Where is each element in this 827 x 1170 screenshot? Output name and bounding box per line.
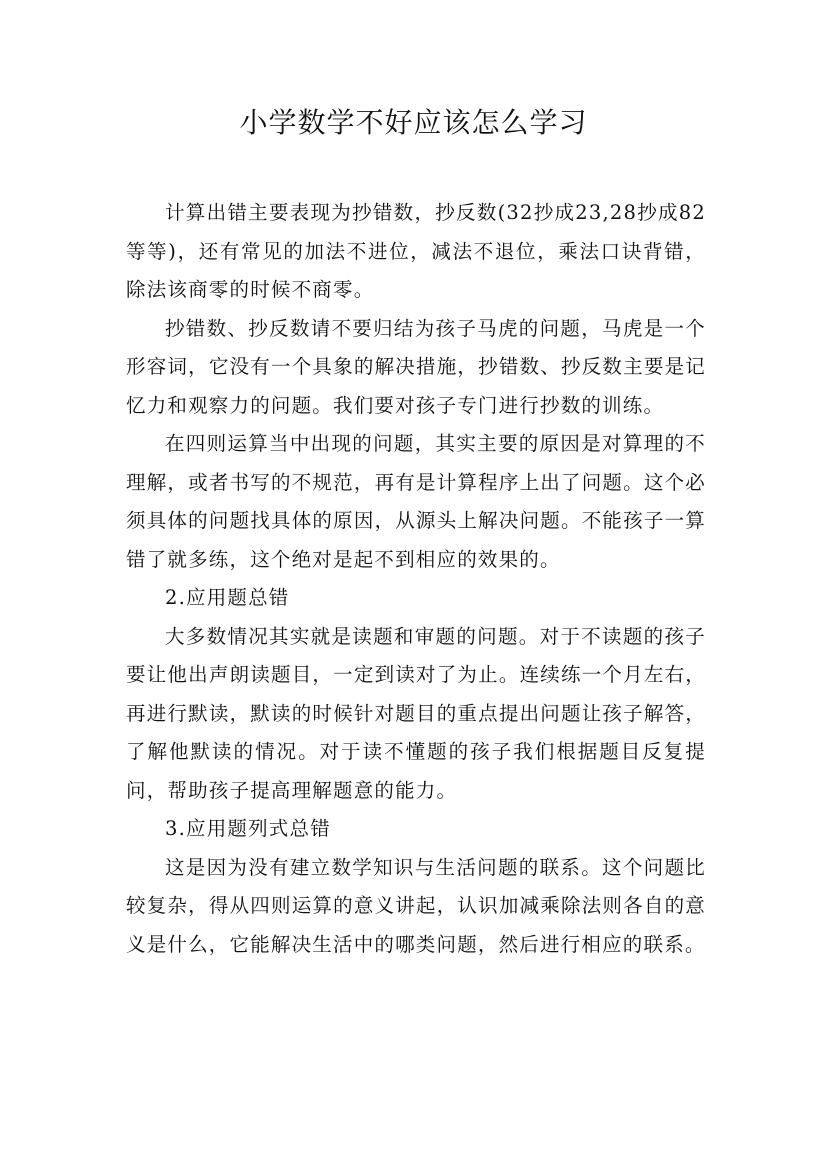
paragraph-four-operations: 在四则运算当中出现的问题，其实主要的原因是对算理的不理解，或者书写的不规范，再有是计算程序上出了问题。这个必须具体的问题找具体的原因，从源头上解决问题。不能孩子一算错了就多练，这个绝对是起不到相应的效果的。: [126, 432, 706, 571]
document-title: 小学数学不好应该怎么学习: [239, 106, 588, 139]
paragraph-reading-problems: 大多数情况其实就是读题和审题的问题。对于不读题的孩子要让他出声朗读题目，一定到读对了为止。连续练一个月左右，再进行默读，默读的时候针对题目的重点提出问题让孩子解答，了解他默读的情况。对于读不懂题的孩子我们根据题目反复提问，帮助孩子提高理解题意的能力。: [126, 624, 706, 802]
paragraph-life-connection: 这是因为没有建立数学知识与生活问题的联系。这个问题比较复杂，得从四则运算的意义讲起，认识加减乘除法则各自的意义是什么，它能解决生活中的哪类问题，然后进行相应的联系。: [126, 855, 706, 956]
paragraph-copy-errors: 抄错数、抄反数请不要归结为孩子马虎的问题，马虎是一个形容词，它没有一个具象的解决措施，抄错数、抄反数主要是记忆力和观察力的问题。我们要对孩子专门进行抄数的训练。: [126, 316, 706, 417]
section-heading-word-problems: 2.应用题总错: [165, 586, 290, 609]
paragraph-calculation-errors: 计算出错主要表现为抄错数，抄反数(32抄成23,28抄成82等等)，还有常见的加法不进位，减法不退位，乘法口诀背错，除法该商零的时候不商零。: [126, 201, 706, 301]
section-heading-equation-errors: 3.应用题列式总错: [165, 817, 331, 840]
document-body: [126, 194, 706, 964]
